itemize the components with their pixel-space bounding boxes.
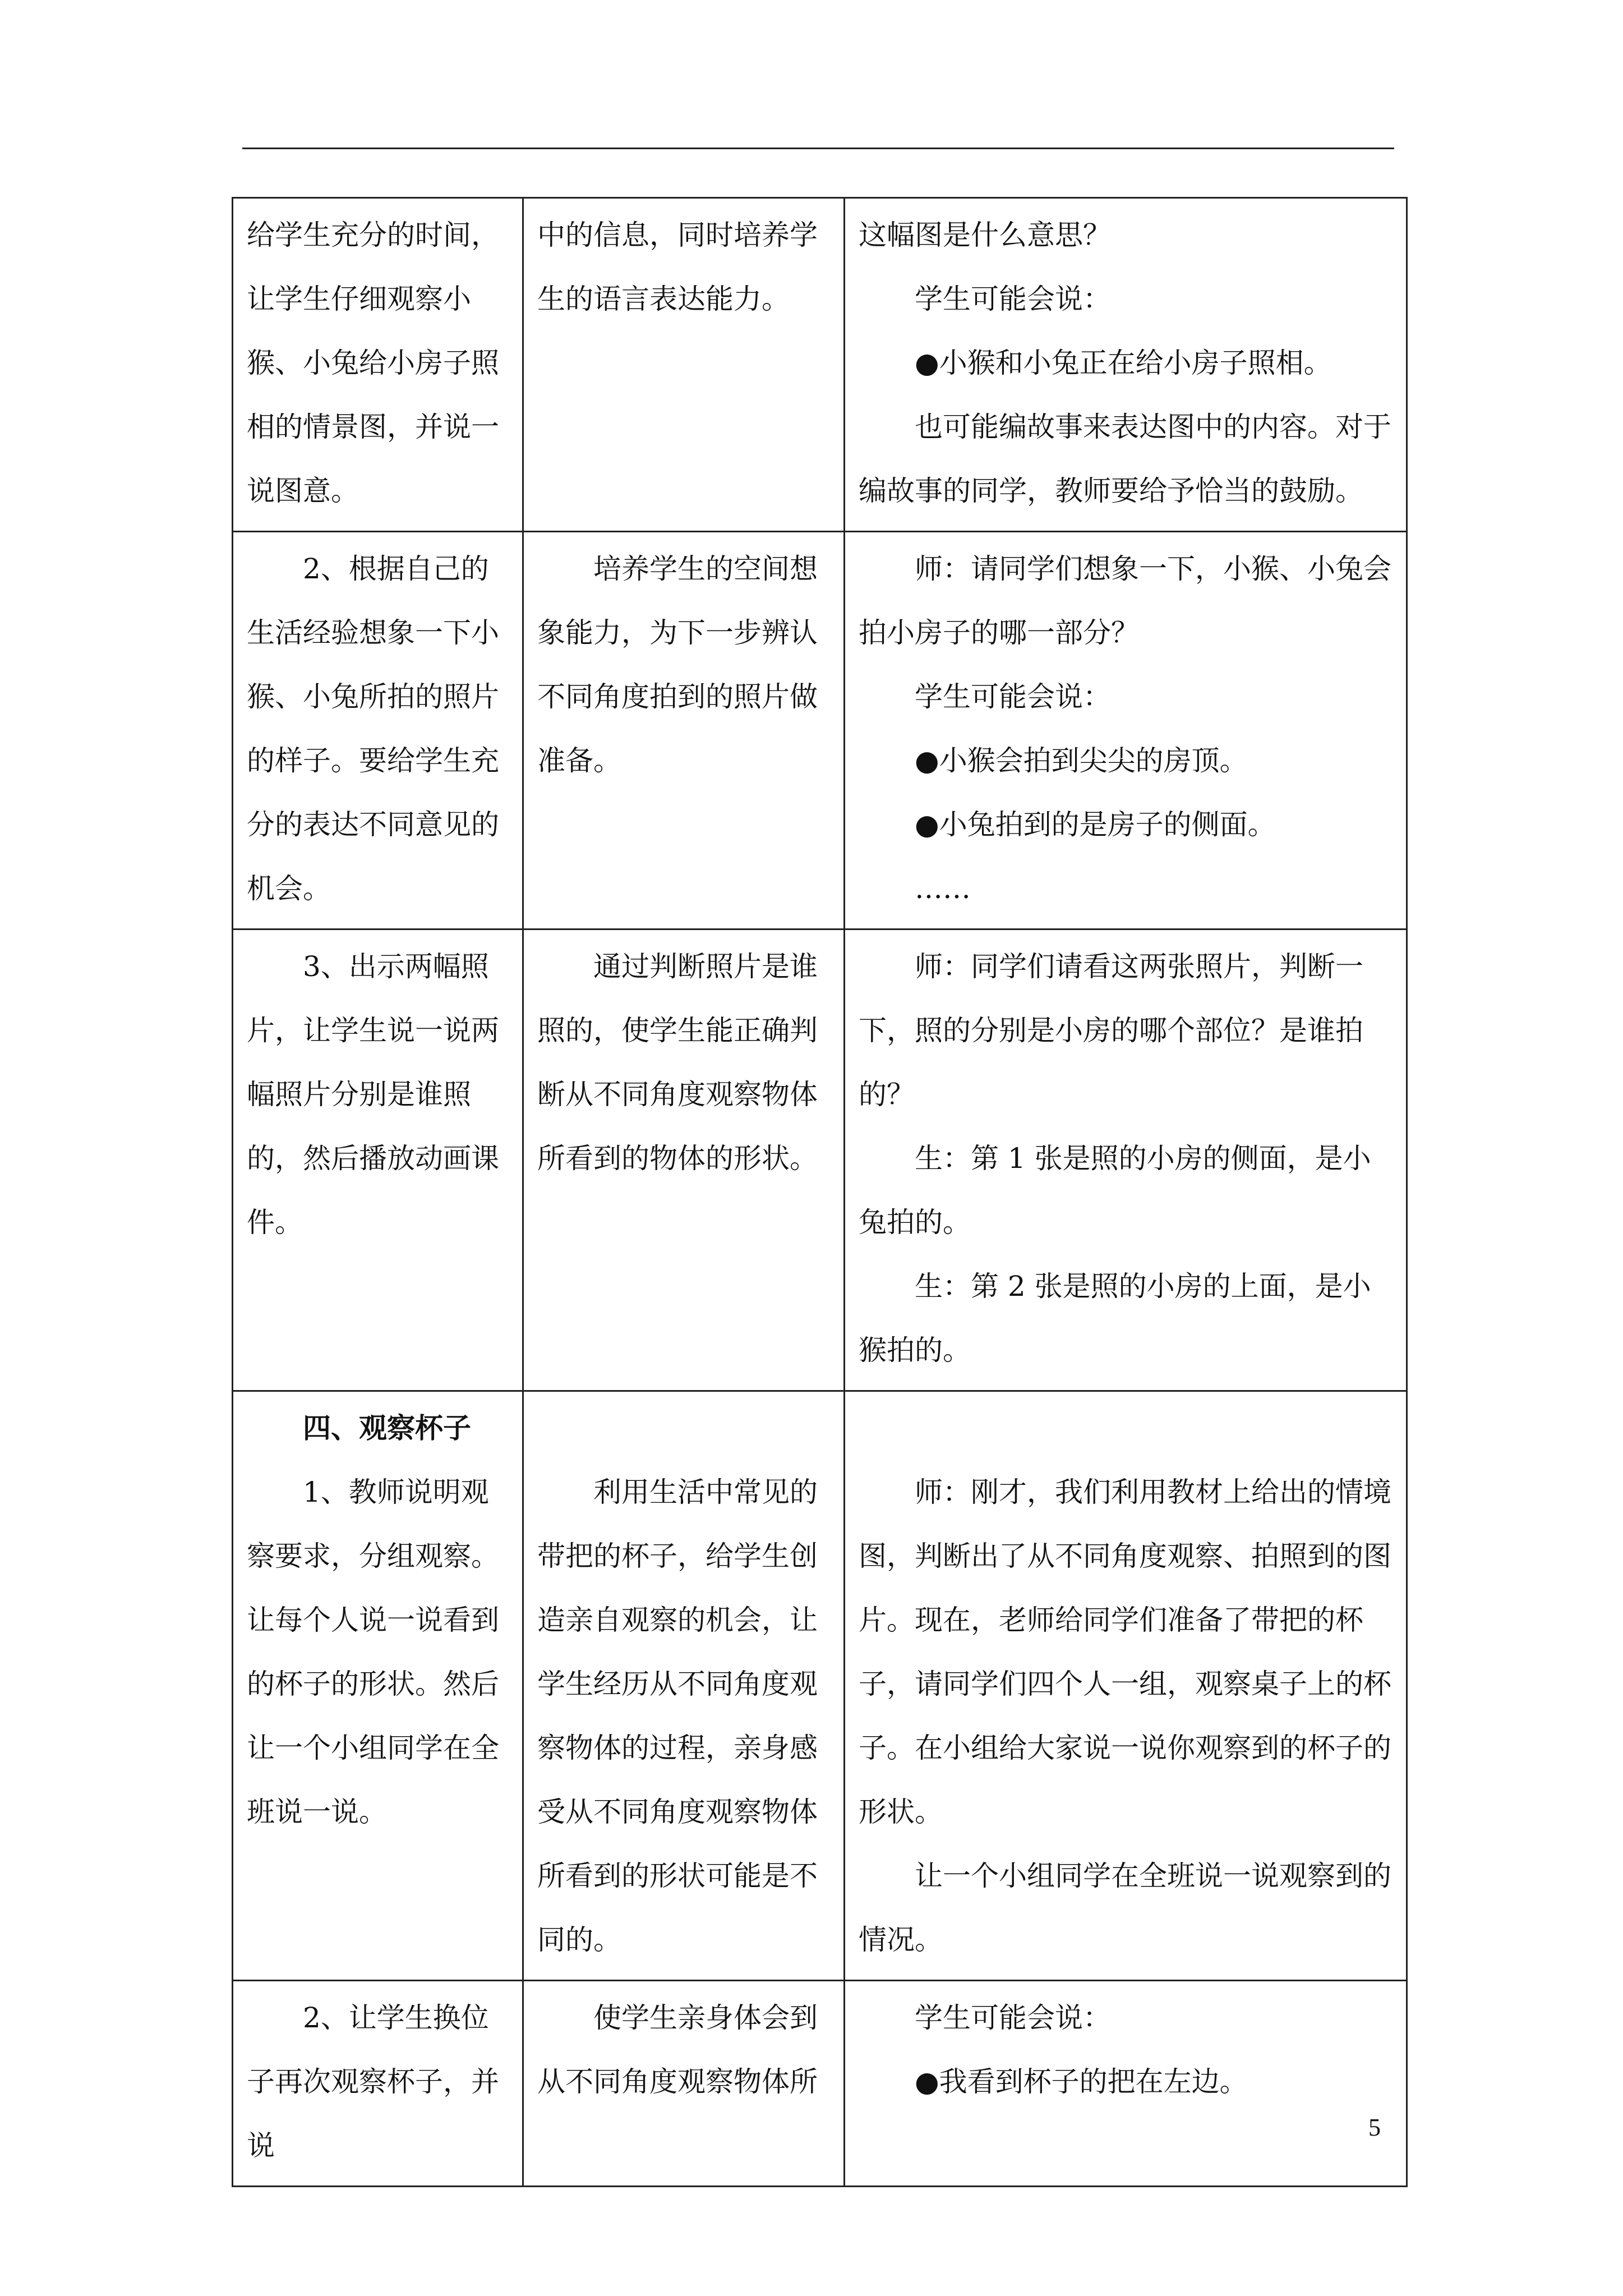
process-line: 生：第 1 张是照的小房的侧面，是小兔拍的。 — [859, 1142, 1371, 1239]
process-cell — [845, 1981, 1407, 2187]
step-cell — [233, 930, 523, 1391]
process-line: 生：第 2 张是照的小房的上面，是小猴拍的。 — [859, 1270, 1371, 1366]
intent-cell — [523, 930, 845, 1391]
process-line: ●小猴会拍到尖尖的房顶。 — [915, 744, 1248, 777]
process-line: 这幅图是什么意思？ — [859, 219, 1111, 251]
process-line: 也可能编故事来表达图中的内容。对于编故事的同学，教师要给予恰当的鼓励。 — [859, 411, 1391, 507]
process-line: ●小猴和小兔正在给小房子照相。 — [915, 347, 1332, 379]
section-heading: 四、观察杯子 — [303, 1411, 471, 1444]
step-cell — [233, 198, 523, 532]
table-row — [233, 1981, 1407, 2187]
intent-cell — [523, 198, 845, 532]
step-text: 2、根据自己的生活经验想象一下小猴、小兔所拍的照片的样子。要给学生充分的表达不同意见的机会。 — [247, 553, 499, 905]
process-cell — [845, 930, 1407, 1391]
process-cell — [845, 532, 1407, 930]
intent-cell — [523, 532, 845, 930]
process-line: 学生可能会说： — [915, 680, 1111, 713]
step-cell — [233, 1981, 523, 2187]
page-number: 5 — [1368, 2114, 1381, 2141]
step-cell — [233, 532, 523, 930]
process-cell — [845, 198, 1407, 532]
intent-cell — [523, 1391, 845, 1981]
process-line: 师：请同学们想象一下，小猴、小兔会拍小房子的哪一部分？ — [859, 553, 1391, 649]
step-text: 3、出示两幅照片，让学生说一说两幅照片分别是谁照的，然后播放动画课件。 — [247, 950, 499, 1239]
intent-text: 利用生活中常见的带把的杯子，给学生创造亲自观察的机会，让学生经历从不同角度观察物体的过程，亲身感受从不同角度观察物体所看到的形状可能是不同的。 — [537, 1476, 818, 1956]
step-text: 1、教师说明观察要求，分组观察。让每个人说一说看到的杯子的形状。然后让一个小组同学在全班说一说。 — [247, 1476, 499, 1828]
process-line: 学生可能会说： — [915, 2001, 1111, 2034]
step-text: 给学生充分的时间，让学生仔细观察小猴、小兔给小房子照相的情景图，并说一说图意。 — [247, 219, 499, 507]
intent-text: 使学生亲身体会到从不同角度观察物体所 — [537, 2001, 818, 2098]
process-line: ●小兔拍到的是房子的侧面。 — [915, 808, 1276, 841]
header-rule — [242, 148, 1394, 149]
process-spacer — [859, 1396, 1393, 1460]
process-line: 师：刚才，我们利用教材上给出的情境图，判断出了从不同角度观察、拍照到的图片。现在，老师给同学们准备了带把的杯子，请同学们四个人一组，观察桌子上的杯子。在小组给大家说一说你观察到的杯子的形状。 — [859, 1476, 1391, 1828]
process-line: ●我看到杯子的把在左边。 — [915, 2065, 1248, 2098]
process-line: 学生可能会说： — [915, 283, 1111, 315]
step-cell — [233, 1391, 523, 1981]
lesson-plan-table — [232, 197, 1408, 2187]
intent-text: 中的信息，同时培养学生的语言表达能力。 — [537, 219, 818, 315]
intent-text: 通过判断照片是谁照的，使学生能正确判断从不同角度观察物体所看到的物体的形状。 — [537, 950, 818, 1175]
intent-spacer — [537, 1396, 830, 1460]
intent-text: 培养学生的空间想象能力，为下一步辨认不同角度拍到的照片做准备。 — [537, 553, 818, 777]
process-line: 让一个小组同学在全班说一说观察到的情况。 — [859, 1860, 1391, 1956]
table-row — [233, 930, 1407, 1391]
step-text: 2、让学生换位子再次观察杯子，并说 — [247, 2001, 499, 2162]
intent-cell — [523, 1981, 845, 2187]
table-row — [233, 198, 1407, 532]
table-row — [233, 532, 1407, 930]
process-line: 师：同学们请看这两张照片，判断一下，照的分别是小房的哪个部位？是谁拍的？ — [859, 950, 1363, 1111]
process-line: …… — [915, 872, 971, 905]
table-row — [233, 1391, 1407, 1981]
process-cell — [845, 1391, 1407, 1981]
